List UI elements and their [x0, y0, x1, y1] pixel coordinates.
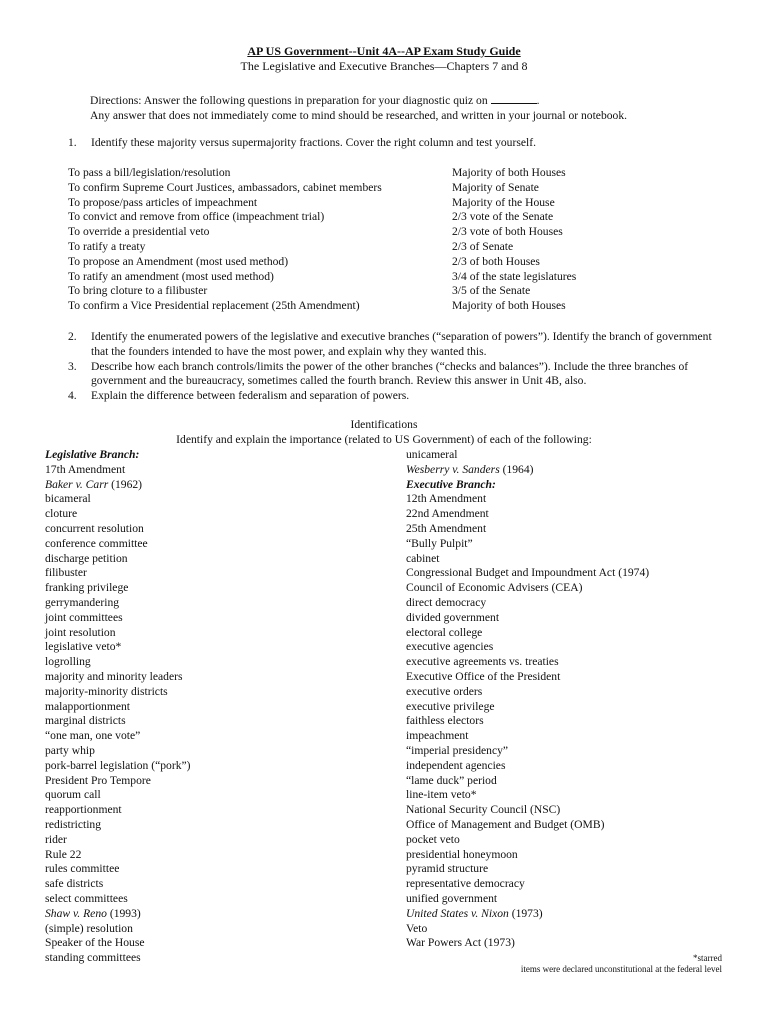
term-text: President Pro Tempore: [45, 773, 151, 787]
term-text: unicameral: [406, 448, 458, 461]
term-item: [406, 522, 746, 537]
majority-row: [68, 270, 728, 285]
branch-heading: [406, 478, 746, 493]
document-subtitle: The Legislative and Executive Branches—Chapters 7 and 8: [240, 59, 528, 73]
term-item: [45, 714, 385, 729]
term-text: electoral college: [406, 625, 483, 639]
question-4: [68, 389, 718, 404]
term-item: [45, 640, 385, 655]
term-text: Council of Economic Advisers (CEA): [406, 581, 583, 595]
term-item: [406, 759, 746, 774]
term-item: [45, 922, 385, 937]
majority-answer: 3/4 of the state legislatures: [452, 269, 577, 283]
term-text: Executive Office of the President: [406, 669, 561, 683]
term-text: majority and minority leaders: [45, 669, 183, 683]
question-2: [68, 330, 718, 360]
case-name: United States v. Nixon: [406, 906, 509, 920]
question-number: 2.: [68, 330, 77, 343]
case-year: (1964): [499, 462, 534, 476]
term-text: safe districts: [45, 877, 104, 891]
document-title: AP US Government--Unit 4A--AP Exam Study Guide: [247, 44, 521, 58]
term-item: [45, 685, 385, 700]
term-text: marginal districts: [45, 714, 126, 728]
directions-period: .: [536, 94, 540, 107]
question-text: Identify these majority versus supermajority fractions. Cover the right column and test yourself.: [91, 136, 536, 149]
majority-requirement: To override a presidential veto: [68, 225, 210, 239]
majority-row: [68, 225, 728, 240]
term-text: line-item veto*: [406, 788, 477, 802]
term-item: [406, 626, 746, 641]
majority-requirement: To pass a bill/legislation/resolution: [68, 166, 231, 179]
majority-requirement: To confirm Supreme Court Justices, ambassadors, cabinet members: [68, 180, 382, 194]
case-year: (1973): [508, 906, 543, 920]
term-text: divided government: [406, 610, 500, 624]
identifications-heading: Identifications: [350, 418, 418, 431]
term-text: 25th Amendment: [406, 521, 487, 535]
term-item: [406, 907, 746, 922]
term-item: [45, 611, 385, 626]
term-item: [45, 936, 385, 951]
term-item: [45, 566, 385, 581]
term-item: [406, 833, 746, 848]
majority-answer: 3/5 of the Senate: [452, 284, 531, 298]
term-item: [406, 655, 746, 670]
term-item: [45, 655, 385, 670]
majority-answer: Majority of both Houses: [452, 299, 566, 313]
term-item: [45, 492, 385, 507]
footnote-line-2: items were declared unconstitutional at the federal level: [520, 964, 722, 974]
term-item: [45, 537, 385, 552]
term-item: [45, 892, 385, 907]
directions-text: Directions: Answer the following questions in preparation for your diagnostic quiz on: [90, 94, 488, 107]
case-name: Wesberry v. Sanders: [406, 462, 500, 476]
term-text: rules committee: [45, 862, 120, 876]
term-text: reapportionment: [45, 803, 122, 817]
term-text: conference committee: [45, 536, 148, 550]
majority-answer: 2/3 vote of the Senate: [452, 210, 554, 224]
term-item: [406, 714, 746, 729]
term-text: gerrymandering: [45, 595, 120, 609]
term-item: [45, 552, 385, 567]
term-text: National Security Council (NSC): [406, 803, 561, 817]
term-text: “Bully Pulpit”: [406, 536, 473, 550]
term-text: party whip: [45, 743, 95, 757]
case-year: (1962): [108, 477, 143, 491]
term-item: [406, 611, 746, 626]
term-item: [45, 788, 385, 803]
term-text: select committees: [45, 891, 128, 905]
term-item: [406, 788, 746, 803]
term-item: [406, 552, 746, 567]
majority-requirement: To ratify a treaty: [68, 239, 146, 253]
question-number: 4.: [68, 389, 77, 403]
term-item: [406, 566, 746, 581]
term-text: pork-barrel legislation (“pork”): [45, 758, 191, 772]
majority-requirement: To confirm a Vice Presidential replacement (25th Amendment): [68, 299, 360, 313]
branch-heading: [45, 448, 385, 463]
term-text: “one man, one vote”: [45, 729, 141, 743]
term-text: direct democracy: [406, 595, 487, 609]
term-text: Rule 22: [45, 847, 82, 861]
directions: [90, 92, 730, 124]
term-item: [45, 877, 385, 892]
term-text: concurrent resolution: [45, 521, 144, 535]
term-item: [45, 463, 385, 478]
term-text: legislative veto*: [45, 640, 122, 654]
term-item: [406, 685, 746, 700]
term-item: [406, 448, 746, 463]
term-item: [45, 700, 385, 715]
term-item: [406, 670, 746, 685]
term-text: “lame duck” period: [406, 773, 497, 787]
term-item: [45, 729, 385, 744]
term-text: impeachment: [406, 729, 469, 743]
term-text: Congressional Budget and Impoundment Act (1974): [406, 566, 650, 580]
term-text: franking privilege: [45, 581, 129, 595]
term-item: [45, 626, 385, 641]
term-item: [406, 803, 746, 818]
term-item: [406, 892, 746, 907]
term-item: [406, 507, 746, 522]
term-item: [406, 774, 746, 789]
term-item: [45, 522, 385, 537]
majority-requirement: To convict and remove from office (impeachment trial): [68, 210, 325, 224]
majority-table: [68, 166, 728, 314]
majority-row: [68, 196, 728, 211]
term-text: filibuster: [45, 566, 87, 580]
term-item: [406, 463, 746, 478]
term-text: (simple) resolution: [45, 921, 133, 935]
executive-terms-column: [406, 448, 746, 951]
term-text: independent agencies: [406, 758, 506, 772]
term-item: [406, 700, 746, 715]
term-text: War Powers Act (1973): [406, 936, 515, 950]
question-number: 1.: [68, 136, 77, 149]
term-item: [406, 492, 746, 507]
term-item: [45, 862, 385, 877]
term-text: cloture: [45, 507, 78, 521]
question-text: Describe how each branch controls/limits the power of the other branches (“checks and balances”). Include the three branches of government and the bureaucracy, sometimes called the fourth branch. Review this answer in Unit 4B, also.: [91, 359, 689, 388]
term-text: standing committees: [45, 951, 141, 965]
footnote-line-1: *starred: [693, 953, 722, 963]
legislative-terms-column: [45, 448, 385, 966]
majority-answer: 2/3 of Senate: [452, 239, 514, 253]
term-item: [406, 922, 746, 937]
case-year: (1993): [106, 906, 141, 920]
quiz-date-blank: [491, 92, 537, 104]
term-item: [45, 803, 385, 818]
case-name: Shaw v. Reno: [45, 906, 107, 920]
term-text: malapportionment: [45, 699, 131, 713]
term-text: redistricting: [45, 817, 102, 831]
term-item: [45, 744, 385, 759]
majority-row: [68, 240, 728, 255]
term-text: Veto: [406, 921, 428, 935]
majority-answer: 2/3 of both Houses: [452, 254, 540, 268]
term-text: pyramid structure: [406, 862, 489, 876]
term-item: [406, 936, 746, 951]
directions-line-2: Any answer that does not immediately come to mind should be researched, and written in your journal or notebook.: [90, 108, 628, 122]
majority-answer: 2/3 vote of both Houses: [452, 225, 563, 239]
term-text: pocket veto: [406, 832, 460, 846]
term-text: presidential honeymoon: [406, 847, 518, 861]
term-item: [406, 744, 746, 759]
term-text: rider: [45, 832, 67, 846]
term-text: executive privilege: [406, 699, 495, 713]
term-item: [45, 670, 385, 685]
term-text: discharge petition: [45, 551, 128, 565]
footnote: [430, 953, 722, 975]
question-number: 3.: [68, 359, 77, 373]
term-item: [406, 862, 746, 877]
term-item: [406, 537, 746, 552]
term-text: joint committees: [45, 610, 123, 624]
term-item: [406, 640, 746, 655]
term-item: [45, 848, 385, 863]
term-text: 12th Amendment: [406, 492, 487, 506]
term-item: [406, 877, 746, 892]
question-text: Explain the difference between federalism and separation of powers.: [91, 389, 410, 403]
question-text: Identify the enumerated powers of the legislative and executive branches (“separation of powers”). Identify the branch of government that the founders intended to have the most power, and explain why they wanted this.: [91, 330, 712, 358]
majority-row: [68, 166, 728, 181]
directions-line-1: [90, 92, 730, 109]
term-text: executive agencies: [406, 640, 494, 654]
term-item: [406, 818, 746, 833]
majority-row: [68, 255, 728, 270]
majority-answer: Majority of the House: [452, 195, 555, 209]
majority-row: [68, 210, 728, 225]
majority-requirement: To bring cloture to a filibuster: [68, 284, 208, 298]
majority-row: [68, 284, 728, 299]
question-1: [68, 136, 748, 151]
term-text: Legislative Branch:: [45, 448, 140, 461]
majority-row: [68, 181, 728, 196]
term-item: [406, 596, 746, 611]
term-item: [45, 507, 385, 522]
term-text: 17th Amendment: [45, 462, 126, 476]
identifications-directions: Identify and explain the importance (related to US Government) of each of the following:: [176, 433, 592, 446]
term-item: [45, 774, 385, 789]
term-text: unified government: [406, 891, 498, 905]
term-item: [406, 729, 746, 744]
term-text: “imperial presidency”: [406, 743, 509, 757]
term-text: representative democracy: [406, 877, 525, 891]
question-list: [68, 330, 718, 404]
term-item: [45, 596, 385, 611]
term-item: [45, 581, 385, 596]
term-text: executive agreements vs. treaties: [406, 655, 559, 669]
term-text: logrolling: [45, 655, 91, 669]
majority-requirement: To ratify an amendment (most used method): [68, 269, 274, 283]
term-item: [45, 907, 385, 922]
term-item: [406, 848, 746, 863]
majority-requirement: To propose an Amendment (most used method): [68, 254, 289, 268]
term-text: executive orders: [406, 684, 483, 698]
term-item: [406, 581, 746, 596]
question-3: [68, 360, 718, 390]
term-text: Office of Management and Budget (OMB): [406, 817, 605, 831]
term-text: Executive Branch:: [406, 477, 496, 491]
term-text: majority-minority districts: [45, 684, 168, 698]
term-text: joint resolution: [45, 625, 116, 639]
term-text: 22nd Amendment: [406, 507, 489, 521]
term-item: [45, 759, 385, 774]
term-item: [45, 478, 385, 493]
case-name: Baker v. Carr: [45, 477, 109, 491]
majority-row: [68, 299, 728, 314]
majority-requirement: To propose/pass articles of impeachment: [68, 195, 258, 209]
term-item: [45, 818, 385, 833]
term-text: faithless electors: [406, 714, 484, 728]
term-text: quorum call: [45, 788, 101, 802]
majority-answer: Majority of both Houses: [452, 166, 566, 179]
term-item: [45, 833, 385, 848]
term-text: bicameral: [45, 492, 91, 506]
majority-answer: Majority of Senate: [452, 180, 539, 194]
term-text: Speaker of the House: [45, 936, 145, 950]
term-item: [45, 951, 385, 966]
term-text: cabinet: [406, 551, 440, 565]
